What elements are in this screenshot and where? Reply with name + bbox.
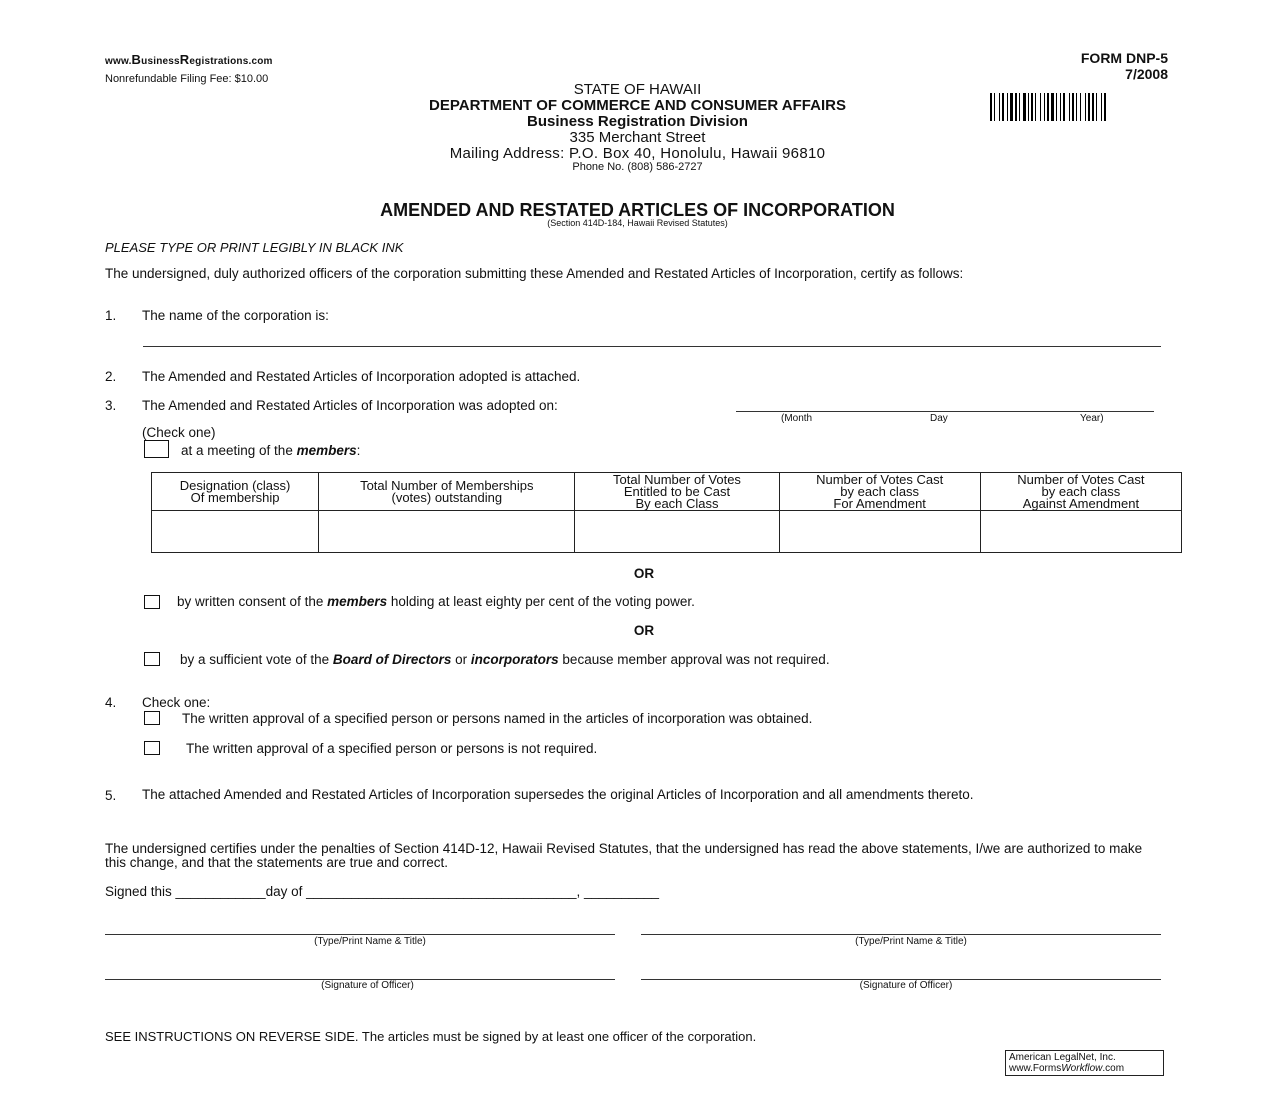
street-address: 335 Merchant Street: [569, 129, 706, 146]
col-votes-for: Number of Votes Cast by each class For Amendment: [779, 473, 980, 511]
intro-paragraph: The undersigned, duly authorized officers of the corporation submitting these Amended and Restated Articles of Incorporation, certify as follows:: [105, 266, 964, 281]
item-2-number: 2.: [105, 369, 117, 384]
footer-note: SEE INSTRUCTIONS ON REVERSE SIDE. The articles must be signed by at least one officer of the corporation.: [105, 1029, 757, 1044]
name-title-field-left[interactable]: [105, 934, 615, 935]
approval-obtained-checkbox[interactable]: [144, 711, 160, 725]
certification-paragraph: The undersigned certifies under the penalties of Section 414D-12, Hawaii Revised Statutes, that the undersigned has read the above statements, I/we are authorized to make this change, and that the statements are true and correct.: [105, 841, 1143, 870]
or-separator-1: OR: [633, 566, 655, 581]
state-heading: STATE OF HAWAII: [573, 81, 702, 98]
item-2-text: The Amended and Restated Articles of Incorporation adopted is attached.: [142, 369, 581, 384]
check-one-label: (Check one): [142, 425, 216, 440]
legalnet-url: www.FormsWorkflow.com: [1009, 1063, 1125, 1074]
board-vote-checkbox[interactable]: [144, 652, 160, 666]
ink-instruction: PLEASE TYPE OR PRINT LEGIBLY IN BLACK INK: [105, 240, 404, 255]
filing-fee: Nonrefundable Filing Fee: $10.00: [105, 73, 269, 85]
votes-entitled-cell[interactable]: [575, 511, 779, 553]
date-month-caption: (Month: [781, 413, 813, 424]
form-subtitle: (Section 414D-184, Hawaii Revised Statutes): [547, 218, 728, 228]
name-title-field-right[interactable]: [641, 934, 1161, 935]
item-3-number: 3.: [105, 398, 117, 413]
item-4-text: Check one:: [142, 695, 211, 710]
name-title-caption-right: (Type/Print Name & Title): [855, 936, 967, 947]
meeting-label: at a meeting of the members:: [181, 443, 361, 458]
col-votes-entitled: Total Number of Votes Entitled to be Cast By each Class: [575, 473, 779, 511]
item-1-text: The name of the corporation is:: [142, 308, 329, 323]
phone-number: Phone No. (808) 586-2727: [572, 161, 703, 173]
col-designation: Designation (class) Of membership: [152, 473, 319, 511]
votes-for-cell[interactable]: [779, 511, 980, 553]
date-day-caption: Day: [930, 413, 948, 424]
signature-caption-left: (Signature of Officer): [321, 980, 414, 991]
votes-against-cell[interactable]: [980, 511, 1181, 553]
approval-obtained-label: The written approval of a specified person or persons named in the articles of incorporation was obtained.: [182, 711, 813, 726]
adoption-date-field[interactable]: [736, 411, 1154, 412]
approval-not-required-label: The written approval of a specified person or persons is not required.: [186, 741, 598, 756]
memberships-cell[interactable]: [319, 511, 575, 553]
item-4-number: 4.: [105, 695, 117, 710]
votes-table-header: [152, 473, 1182, 511]
date-year-caption: Year): [1080, 413, 1104, 424]
designation-cell[interactable]: [152, 511, 319, 553]
item-5-text: The attached Amended and Restated Articles of Incorporation supersedes the original Articles of Incorporation and all amendments thereto.: [142, 787, 974, 802]
division-heading: Business Registration Division: [527, 113, 748, 130]
mailing-address: Mailing Address: P.O. Box 40, Honolulu, Hawaii 96810: [449, 145, 826, 162]
item-5-number: 5.: [105, 788, 117, 803]
col-votes-against: Number of Votes Cast by each class Against Amendment: [980, 473, 1181, 511]
item-1-number: 1.: [105, 308, 117, 323]
form-id: FORM DNP-5: [1080, 50, 1168, 66]
name-title-caption-left: (Type/Print Name & Title): [314, 936, 426, 947]
votes-table: [151, 472, 1182, 553]
form-number: [1081, 50, 1168, 82]
website-url: www.BusinessRegistrations.com: [105, 52, 273, 67]
written-consent-label: by written consent of the members holding at least eighty per cent of the voting power.: [177, 594, 695, 609]
written-consent-checkbox[interactable]: [144, 595, 160, 609]
approval-not-required-checkbox[interactable]: [144, 741, 160, 755]
form-title: AMENDED AND RESTATED ARTICLES OF INCORPORATION: [380, 200, 895, 220]
col-memberships: Total Number of Memberships (votes) outstanding: [319, 473, 575, 511]
legalnet-box: [1005, 1050, 1164, 1076]
signature-caption-right: (Signature of Officer): [859, 980, 953, 991]
legalnet-name: American LegalNet, Inc.: [1009, 1052, 1116, 1063]
item-3-text: The Amended and Restated Articles of Incorporation was adopted on:: [142, 398, 558, 413]
department-heading: DEPARTMENT OF COMMERCE AND CONSUMER AFFAIRS: [429, 97, 846, 114]
corporation-name-field[interactable]: [143, 346, 1161, 347]
board-vote-label: by a sufficient vote of the Board of Directors or incorporators because member approval was not required.: [180, 652, 830, 667]
or-separator-2: OR: [633, 623, 655, 638]
meeting-checkbox[interactable]: [144, 440, 169, 458]
signed-date-line[interactable]: Signed this ____________day of ____________________________________, __________: [105, 884, 660, 899]
table-row: [152, 511, 1182, 553]
form-date: 7/2008: [1125, 66, 1168, 82]
